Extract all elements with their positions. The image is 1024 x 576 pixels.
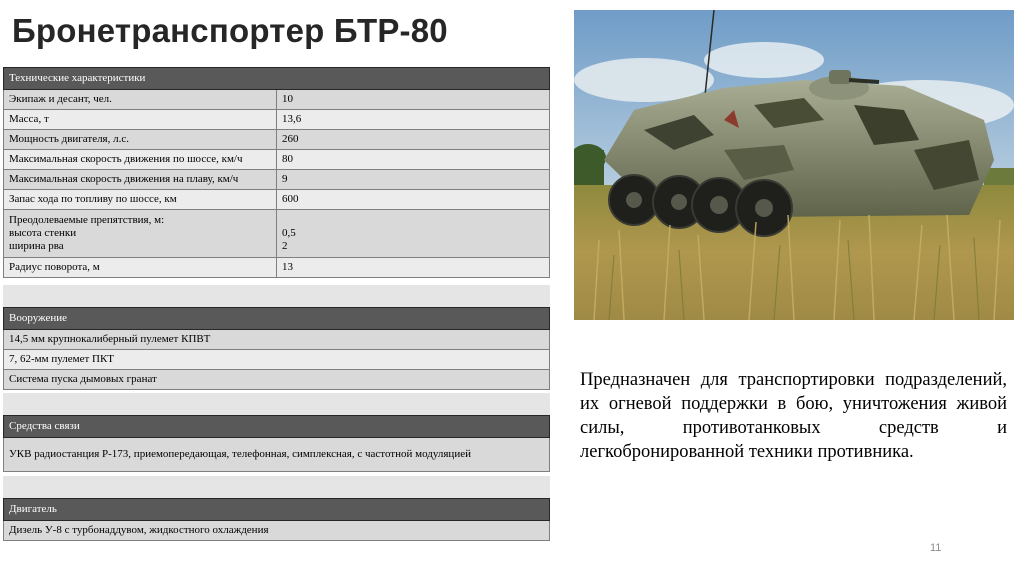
armament-item: Система пуска дымовых гранат [4, 370, 550, 390]
spec-label: Масса, т [4, 110, 277, 130]
table-row [4, 330, 550, 350]
page-title: Бронетранспортер БТР-80 [12, 12, 448, 49]
spec-value: 80 [277, 150, 550, 170]
spec-value: 10 [277, 90, 550, 110]
table-row [4, 521, 550, 541]
spec-label: Максимальная скорость движения на плаву, км/ч [4, 170, 277, 190]
table-spacer [3, 393, 550, 415]
engine-table-header: Двигатель [4, 499, 550, 521]
comms-table [3, 415, 550, 472]
spec-table-header: Технические характеристики [4, 68, 550, 90]
table-row [4, 370, 550, 390]
table-row [4, 110, 550, 130]
table-row [4, 210, 550, 258]
engine-item: Дизель У-8 с турбонаддувом, жидкостного охлаждения [4, 521, 550, 541]
spec-label: Мощность двигателя, л.с. [4, 130, 277, 150]
comms-item: УКВ радиостанция Р-173, приемопередающая, телефонная, симплексная, с частотной модуляцией [4, 438, 550, 472]
spec-table [3, 67, 550, 278]
table-row [4, 190, 550, 210]
spec-value: 9 [277, 170, 550, 190]
vehicle-photo [574, 10, 1014, 320]
table-row [4, 438, 550, 472]
table-row [4, 170, 550, 190]
vehicle-description: Предназначен для транспортировки подразделений, их огневой поддержки в бою, уничтожения живой силы, противотанковых средств и легкобронированной техники противника. [580, 370, 1007, 462]
spec-label: Максимальная скорость движения по шоссе, км/ч [4, 150, 277, 170]
engine-table [3, 498, 550, 541]
armament-item: 7, 62-мм пулемет ПКТ [4, 350, 550, 370]
table-row [4, 130, 550, 150]
spec-value: 0,5 2 [277, 210, 550, 258]
armament-table [3, 307, 550, 390]
table-row [4, 350, 550, 370]
spec-label: Преодолеваемые препятствия, м: высота стенки ширина рва [4, 210, 277, 258]
spec-value: 13,6 [277, 110, 550, 130]
spec-value: 600 [277, 190, 550, 210]
table-row [4, 150, 550, 170]
table-spacer [3, 476, 550, 498]
armament-table-header: Вооружение [4, 308, 550, 330]
table-row [4, 90, 550, 110]
spec-value: 260 [277, 130, 550, 150]
table-row [4, 258, 550, 278]
table-spacer [3, 285, 550, 307]
comms-table-header: Средства связи [4, 416, 550, 438]
spec-label: Радиус поворота, м [4, 258, 277, 278]
spec-value: 13 [277, 258, 550, 278]
spec-label: Экипаж и десант, чел. [4, 90, 277, 110]
page-number: 11 [930, 542, 942, 554]
spec-label: Запас хода по топливу по шоссе, км [4, 190, 277, 210]
armament-item: 14,5 мм крупнокалиберный пулемет КПВТ [4, 330, 550, 350]
